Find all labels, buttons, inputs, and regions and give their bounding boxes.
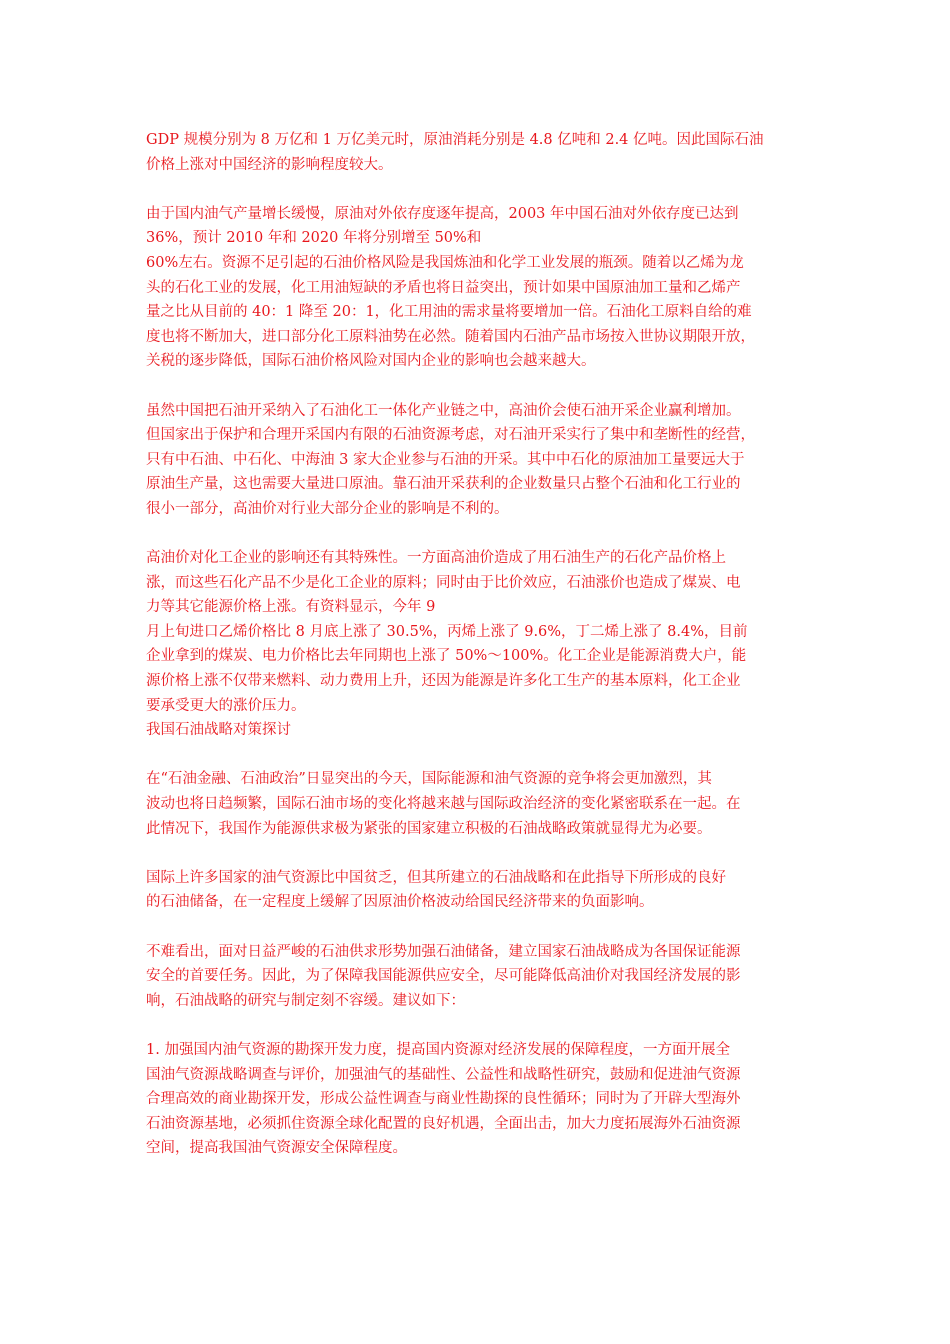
text-line: 空间，提高我国油气资源安全保障程度。 xyxy=(146,1140,407,1157)
text-line: 的石油储备，在一定程度上缓解了因原油价格波动给国民经济带来的负面影响。 xyxy=(146,894,654,911)
text-line: 36%，预计 2010 年和 2020 年将分别增至 50%和 xyxy=(146,230,482,247)
text-line: 要承受更大的涨价压力。 xyxy=(146,697,306,714)
text-line: 只有中石油、中石化、中海油 3 家大企业参与石油的开采。其中中石化的原油加工量要远大于 xyxy=(146,451,745,468)
text-line: 安全的首要任务。因此，为了保障我国能源供应安全，尽可能降低高油价对我国经济发展的影 xyxy=(146,968,741,985)
text-line: 涨，而这些石化产品不少是化工企业的原料；同时由于比价效应，石油涨价也造成了煤炭、电 xyxy=(146,574,741,591)
text-line: 波动也将日趋频繁，国际石油市场的变化将越来越与国际政治经济的变化紧密联系在一起。在 xyxy=(146,796,741,813)
text-line: 但国家出于保护和合理开采国内有限的石油资源考虑，对石油开采实行了集中和垄断性的经营， xyxy=(146,427,755,444)
document-body xyxy=(146,128,816,1161)
text-line: 企业拿到的煤炭、电力价格比去年同期也上涨了 50%～100%。化工企业是能源消费大户，能 xyxy=(146,648,747,665)
text-line: 力等其它能源价格上涨。有资料显示，今年 9 xyxy=(146,599,436,616)
text-line: 很小一部分，高油价对行业大部分企业的影响是不利的。 xyxy=(146,500,509,517)
text-line: GDP 规模分别为 8 万亿和 1 万亿美元时，原油消耗分别是 4.8 亿吨和 2.4 亿吨。因此国际石油 xyxy=(146,132,764,148)
text-line: 由于国内油气产量增长缓慢，原油对外依存度逐年提高，2003 年中国石油对外依存度已达到 xyxy=(146,205,739,222)
paragraph-oil-politics xyxy=(146,767,816,841)
paragraph-reserves xyxy=(146,866,816,915)
text-line: 国际上许多国家的油气资源比中国贫乏，但其所建立的石油战略和在此指导下所形成的良好 xyxy=(146,869,726,886)
text-line: 石油资源基地，必须抓住资源全球化配置的良好机遇，全面出击，加大力度拓展海外石油资源 xyxy=(146,1115,741,1132)
text-line: 原油生产量，这也需要大量进口原油。靠石油开采获利的企业数量只占整个石油和化工行业的 xyxy=(146,476,741,493)
text-line: 价格上涨对中国经济的影响程度较大。 xyxy=(146,156,393,173)
paragraph-extraction xyxy=(146,399,816,522)
text-line: 在“石油金融、石油政治”日显突出的今天，国际能源和油气资源的竞争将会更加激烈，其 xyxy=(146,771,712,788)
text-line: 国油气资源战略调查与评价，加强油气的基础性、公益性和战略性研究，鼓励和促进油气资源 xyxy=(146,1066,741,1083)
text-line: 60%左右。资源不足引起的石油价格风险是我国炼油和化学工业发展的瓶颈。随着以乙烯为龙 xyxy=(146,254,744,271)
text-line: 不难看出，面对日益严峻的石油供求形势加强石油储备，建立国家石油战略成为各国保证能源 xyxy=(146,943,741,960)
text-line: 虽然中国把石油开采纳入了石油化工一体化产业链之中，高油价会使石油开采企业赢利增加。 xyxy=(146,402,741,419)
paragraph-gdp xyxy=(146,128,816,177)
text-line: 响，石油战略的研究与制定刻不容缓。建议如下： xyxy=(146,992,465,1009)
text-line: 度也将不断加大，进口部分化工原料油势在必然。随着国内石油产品市场按入世协议期限开放， xyxy=(146,328,755,345)
text-line: 源价格上涨不仅带来燃料、动力费用上升，还因为能源是许多化工生产的基本原料，化工企业 xyxy=(146,673,741,690)
text-line: 关税的逐步降低，国际石油价格风险对国内企业的影响也会越来越大。 xyxy=(146,353,596,370)
text-line: 此情况下，我国作为能源供求极为紧张的国家建立积极的石油战略政策就显得尤为必要。 xyxy=(146,820,712,837)
text-line: 量之比从目前的 40：1 降至 20：1，化工用油的需求量将要增加一倍。石油化工原料自给的难 xyxy=(146,304,752,321)
text-line: 合理高效的商业勘探开发，形成公益性调查与商业性勘探的良性循环；同时为了开辟大型海外 xyxy=(146,1091,741,1108)
paragraph-recommendation-1 xyxy=(146,1038,816,1161)
paragraph-dependency xyxy=(146,202,816,374)
text-line: 月上旬进口乙烯价格比 8 月底上涨了 30.5%，丙烯上涨了 9.6%，丁二烯上涨了 8.4%，目前 xyxy=(146,623,748,640)
paragraph-chemical-impact xyxy=(146,546,816,718)
section-heading: 我国石油战略对策探讨 xyxy=(146,722,291,739)
paragraph-strategy-urgency xyxy=(146,940,816,1014)
text-line: 高油价对化工企业的影响还有其特殊性。一方面高油价造成了用石油生产的石化产品价格上 xyxy=(146,550,726,567)
text-line: 头的石化工业的发展，化工用油短缺的矛盾也将日益突出，预计如果中国原油加工量和乙烯产 xyxy=(146,279,741,296)
text-line: 1. 加强国内油气资源的勘探开发力度，提高国内资源对经济发展的保障程度，一方面开展全 xyxy=(146,1041,730,1058)
